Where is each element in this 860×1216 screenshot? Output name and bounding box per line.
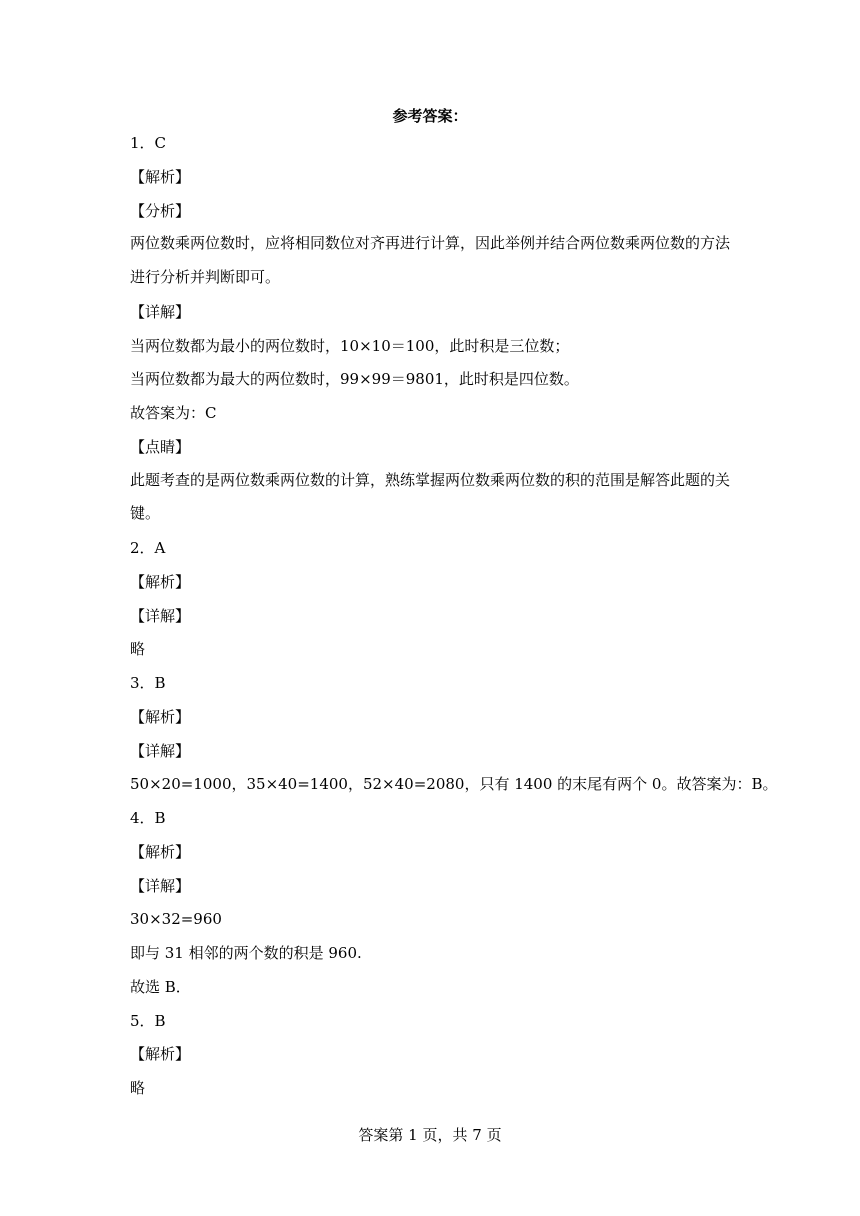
q4-detail-line-1: 30×32=960: [130, 910, 222, 929]
q5-answer: 5．B: [130, 1011, 166, 1030]
q1-detail-line-1: 当两位数都为最小的两位数时，10×10＝100，此时积是三位数；: [130, 336, 570, 355]
q1-detail-line-2: 当两位数都为最大的两位数时，99×99＝9801，此时积是四位数。: [130, 370, 579, 389]
q1-answer: 1．C: [130, 134, 167, 152]
q2-answer: 2．A: [130, 539, 166, 557]
q3-answer: 3．B: [130, 674, 166, 692]
q1-jiexi-heading: 【解析】: [130, 167, 191, 186]
q5-detail: 略: [130, 1079, 146, 1097]
q1-fenxi-heading: 【分析】: [130, 201, 191, 220]
q4-xiangjie-heading: 【详解】: [130, 876, 191, 895]
page-footer: 答案第 1 页，共 7 页: [358, 1126, 502, 1144]
q2-detail: 略: [130, 640, 146, 659]
q1-dianjing-heading: 【点睛】: [130, 437, 191, 456]
q2-xiangjie-heading: 【详解】: [130, 606, 191, 625]
q1-detail-line-3: 故答案为：C: [130, 404, 217, 422]
q1-analysis-text: 两位数乘两位数时，应将相同数位对齐再进行计算，因此举例并结合两位数乘两位数的方法进行分析并判断即可。: [130, 234, 731, 287]
q1-xiangjie-heading: 【详解】: [130, 302, 191, 321]
q2-jiexi-heading: 【解析】: [130, 572, 191, 591]
answer-content: [130, 133, 778, 1112]
page-title: 参考答案：: [392, 107, 468, 125]
q4-detail-line-2: 即与 31 相邻的两个数的积是 960.: [130, 944, 362, 962]
q4-answer: 4．B: [130, 809, 166, 827]
q5-jiexi-heading: 【解析】: [130, 1045, 191, 1064]
q3-jiexi-heading: 【解析】: [130, 707, 191, 726]
q4-detail-line-3: 故选 B．: [130, 977, 191, 996]
q1-comment-text: 此题考查的是两位数乘两位数的计算，熟练掌握两位数乘两位数的积的范围是解答此题的关键。: [130, 470, 731, 523]
q3-detail: 50×20=1000，35×40=1400，52×40=2080，只有 1400 的末尾有两个 0。故答案为：B。: [130, 775, 778, 794]
q3-xiangjie-heading: 【详解】: [130, 741, 191, 760]
q4-jiexi-heading: 【解析】: [130, 842, 191, 861]
